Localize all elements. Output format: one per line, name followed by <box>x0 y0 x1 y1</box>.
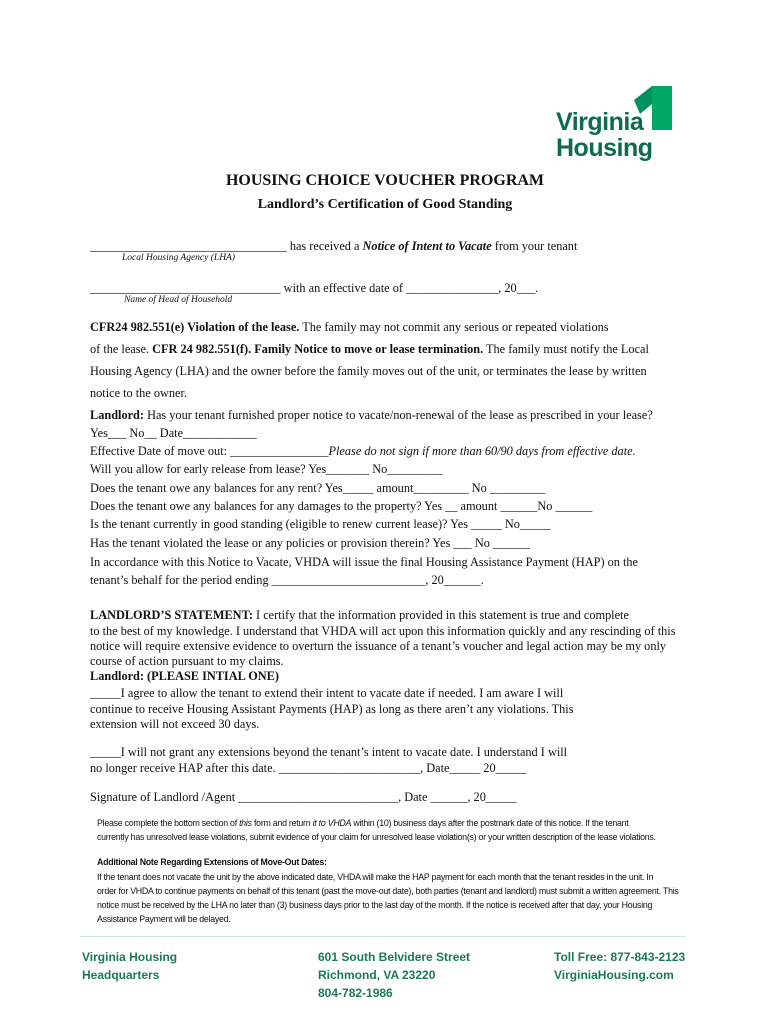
cfr-line-1 <box>90 320 609 335</box>
question-damages-balance: Does the tenant owe any balances for any damages to the property? Yes __ amount ______No ______ <box>90 499 593 513</box>
virginia-housing-logo <box>556 86 674 166</box>
footer-org-name: Virginia Housing <box>82 950 178 964</box>
lha-blank: ________________________________ <box>90 239 287 253</box>
instr-c: form and return <box>251 818 313 828</box>
household-line <box>90 281 538 296</box>
extension-note-line-4: Assistance Payment will be delayed. <box>97 914 231 924</box>
extension-note-title: Additional Note Regarding Extensions of Move-Out Dates: <box>97 857 327 867</box>
question-good-standing: Is the tenant currently in good standing (eligible to renew current lease)? Yes _____ No_____ <box>90 517 551 531</box>
instr-d: it to VHDA <box>312 818 352 828</box>
cfr-line-2 <box>90 342 649 357</box>
question-notice-text: Has your tenant furnished proper notice to vacate/non-renewal of the lease as prescribed in your lease? <box>144 408 653 422</box>
footer-toll-free: Toll Free: 877-843-2123 <box>554 950 686 964</box>
instr-e: within (10) business days after the postmark date of this notice. If the tenant <box>351 818 629 828</box>
question-notice <box>90 408 653 423</box>
page-subtitle: Landlord’s Certification of Good Standing <box>257 197 513 212</box>
lha-tail: from your tenant <box>491 239 578 253</box>
statement-label: LANDLORD’S STATEMENT: <box>90 608 253 622</box>
cfr-text-1: The family may not commit any serious or repeated violations <box>299 320 609 334</box>
return-instructions-line-1 <box>97 818 628 828</box>
initial-one-heading: Landlord: (PLEASE INTIAL ONE) <box>90 669 279 683</box>
cfr-ref-2: CFR 24 982.551(f). Family Notice to move or lease termination. <box>152 342 484 356</box>
logo-line-1: Virginia <box>556 108 644 136</box>
statement-line-1 <box>90 608 629 623</box>
statement-line-4: course of action pursuant to my claims. <box>90 654 284 668</box>
option-no-extend-line-1: _____I will not grant any extensions beyond the tenant’s intent to vacate date. I understand I will <box>90 745 568 759</box>
option-extend-line-1: _____I agree to allow the tenant to extend their intent to vacate date if needed. I am aware I will <box>90 686 564 700</box>
return-instructions-line-2: currently has unresolved lease violations, submit evidence of your claim for unresolved lease violation(s) or your written description of the lease violations. <box>97 832 656 842</box>
lha-line <box>90 239 577 254</box>
footer-city: Richmond, VA 23220 <box>318 968 436 982</box>
extension-note-line-1: If the tenant does not vacate the unit by the above indicated date, VHDA will make the HAP payment for each month that the tenant resides in the unit. In <box>97 872 654 882</box>
footer-website-link[interactable]: VirginiaHousing.com <box>554 968 674 982</box>
landlord-label: Landlord: <box>90 408 144 422</box>
footer-divider <box>80 936 686 937</box>
signature-line: Signature of Landlord /Agent __________________________, Date ______, 20_____ <box>90 790 517 804</box>
hap-notice-line-1: In accordance with this Notice to Vacate, VHDA will issue the final Housing Assistance Payment (HAP) on the <box>90 555 639 569</box>
household-blank: _______________________________ <box>90 281 281 295</box>
extension-note-line-2: order for VHDA to continue payments on behalf of this tenant (past the move-out date), both parties (tenant and landlord) must submit a written agreement. This <box>97 886 679 896</box>
statement-text-1: I certify that the information provided in this statement is true and complete <box>252 608 629 622</box>
question-move-out-date <box>90 444 636 459</box>
footer-contact <box>554 948 685 984</box>
lha-text: has received a <box>286 239 363 253</box>
cfr-line-4: notice to the owner. <box>90 386 187 400</box>
move-out-warning: Please do not sign if more than 60/90 days from effective date. <box>328 444 636 458</box>
footer-headquarters <box>82 948 177 984</box>
instr-a: Please complete the bottom section of <box>97 818 240 828</box>
cfr-line-3: Housing Agency (LHA) and the owner before the family moves out of the unit, or terminates the lease by written <box>90 364 647 378</box>
household-caption: Name of Head of Household <box>124 295 233 305</box>
question-yes-no-date: Yes___ No__ Date____________ <box>90 426 257 440</box>
option-no-extend-line-2: no longer receive HAP after this date. _______________________, Date_____ 20_____ <box>90 761 527 775</box>
cfr-text-2: of the lease. <box>90 342 153 356</box>
household-text: with an effective date of _______________, 20___. <box>280 281 539 295</box>
logo-line-2: Housing <box>556 134 653 162</box>
statement-line-2: to the best of my knowledge. I understand that VHDA will act upon this information quickly and any rescinding of this <box>90 624 676 638</box>
option-extend-line-3: extension will not exceed 30 days. <box>90 717 260 731</box>
footer-street: 601 South Belvidere Street <box>318 950 471 964</box>
footer-phone: 804-782-1986 <box>318 986 393 1000</box>
question-violations: Has the tenant violated the lease or any policies or provision therein? Yes ___ No ______ <box>90 536 530 550</box>
cfr-tail-2: The family must notify the Local <box>483 342 649 356</box>
question-early-release: Will you allow for early release from lease? Yes_______ No_________ <box>90 462 443 476</box>
cfr-ref-1: CFR24 982.551(e) Violation of the lease. <box>90 320 300 334</box>
option-extend-line-2: continue to receive Housing Assistant Payments (HAP) as long as there aren’t any violations. This <box>90 702 574 716</box>
hap-notice-line-2: tenant’s behalf for the period ending _________________________, 20______. <box>90 573 484 587</box>
move-out-text: Effective Date of move out: ________________ <box>90 444 329 458</box>
instr-b: this <box>239 818 252 828</box>
footer-address <box>318 948 470 1002</box>
footer-hq-label: Headquarters <box>82 968 160 982</box>
notice-emph: Notice of Intent to Vacate <box>362 239 492 253</box>
lha-caption: Local Housing Agency (LHA) <box>122 253 236 263</box>
question-rent-balance: Does the tenant owe any balances for any rent? Yes_____ amount_________ No _________ <box>90 481 546 495</box>
statement-line-3: notice will require extensive evidence to overturn the issuance of a tenant’s voucher and legal action may be my only <box>90 639 667 653</box>
page-title: HOUSING CHOICE VOUCHER PROGRAM <box>225 172 545 189</box>
extension-note-line-3: notice must be received by the LHA no later than (3) business days prior to the last day of the month. If the notice is received after that day, your Housing <box>97 900 653 910</box>
